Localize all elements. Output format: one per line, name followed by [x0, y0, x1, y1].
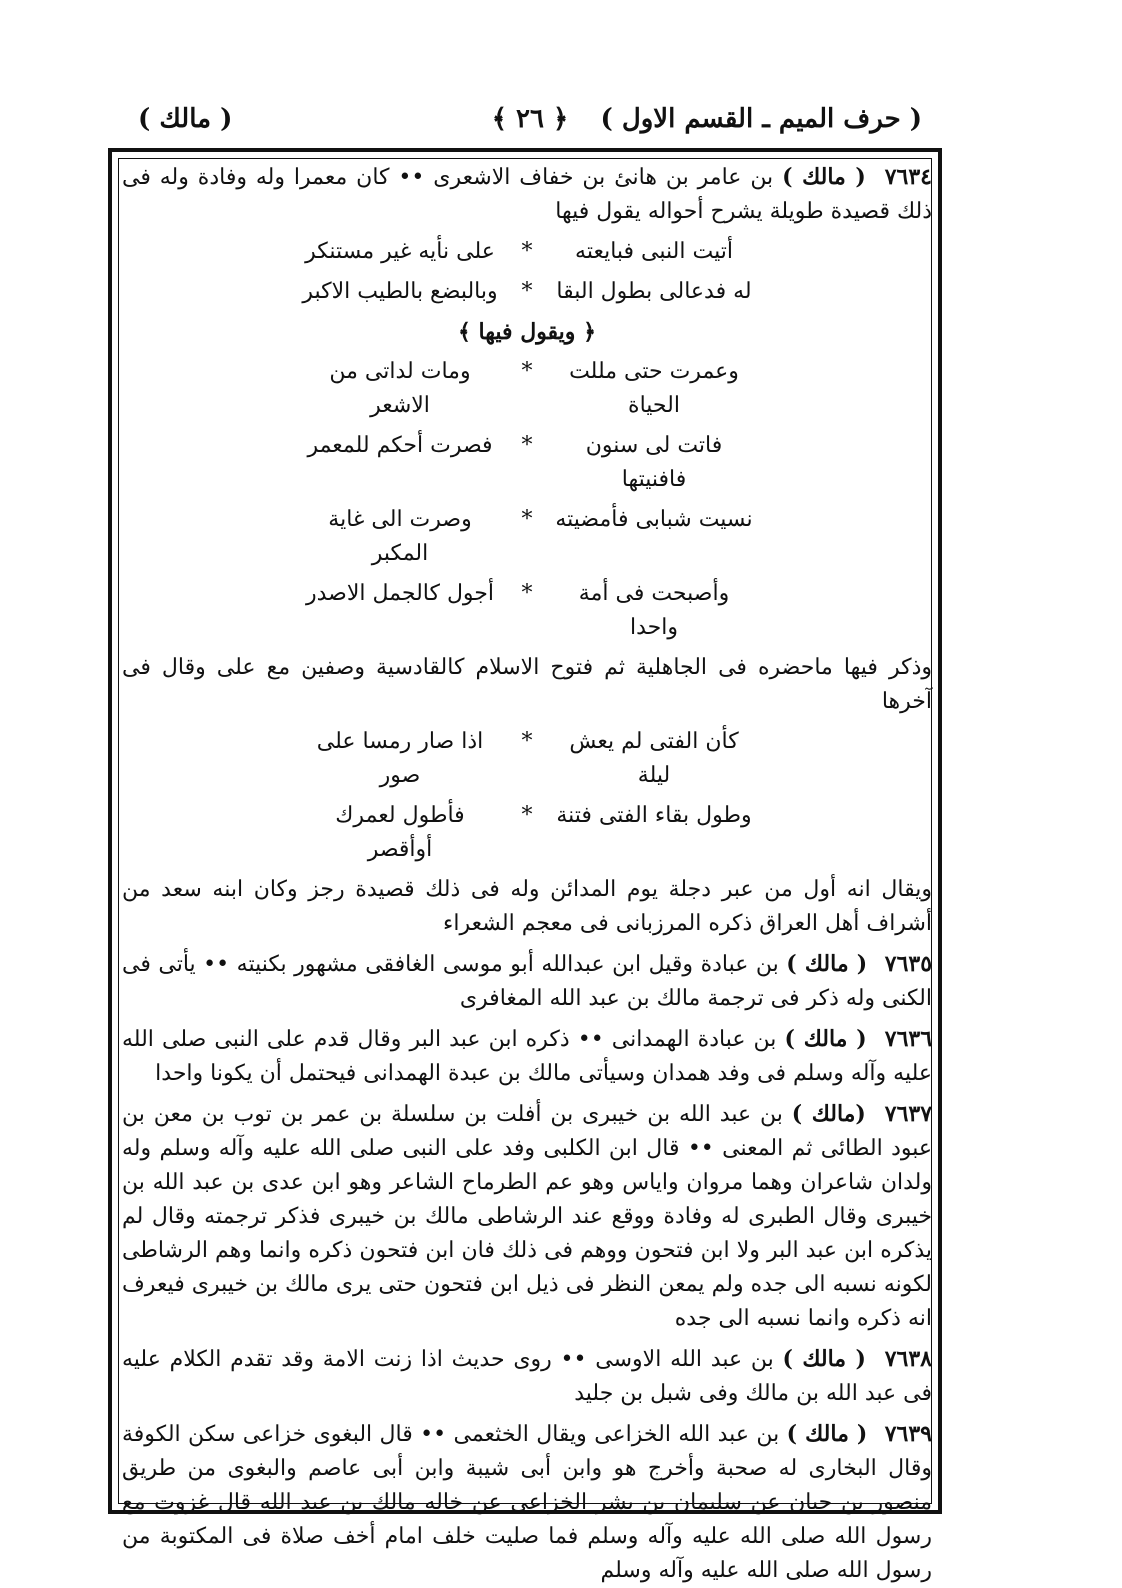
- entry-number: ٧٦٣٦: [884, 1026, 933, 1052]
- entry-7634: [122, 160, 932, 229]
- verse-line: [122, 577, 932, 645]
- verse-second-half: وبالبضع بالطيب الاكبر: [302, 279, 498, 304]
- verse-second-half: أجول كالجمل الاصدر: [305, 581, 495, 606]
- entry-name: ( مالك ): [782, 1346, 866, 1372]
- verse-second-half: اذا صار رمسا على صور: [316, 729, 484, 788]
- section-title: ( حرف الميم ـ القسم الاول ): [600, 104, 922, 134]
- verse-separator: *: [521, 803, 533, 828]
- entry-text: بن عامر بن هانئ بن خفاف الاشعرى •• كان معمرا وله وفادة وله فى ذلك قصيدة طويلة يشرح أحواله يقول فيها: [122, 165, 932, 224]
- verse-line: [122, 355, 932, 423]
- entry-name: ( مالك ): [784, 1026, 867, 1052]
- verse-second-half: ومات لداتى من الاشعر: [329, 359, 471, 418]
- verse-separator: *: [521, 239, 533, 264]
- verse-second-half: وصرت الى غاية المكبر: [328, 507, 472, 566]
- verse-first-half: فاتت لى سنون فافنيتها: [585, 433, 723, 492]
- verse-separator: *: [521, 279, 533, 304]
- verse-first-half: له فدعالى بطول البقا: [556, 279, 752, 304]
- entry-7639: [122, 1417, 932, 1588]
- entry-number: ٧٦٣٨: [884, 1346, 932, 1372]
- verse-separator: *: [521, 729, 533, 754]
- entry-paragraph: وذكر فيها ماحضره فى الجاهلية ثم فتوح الاسلام كالقادسية وصفين مع على وقال فى آخرها: [122, 655, 932, 714]
- verse-separator: *: [521, 507, 533, 532]
- verse-subheading: ﴿ ويقول فيها ﴾: [458, 319, 596, 345]
- verse-first-half: نسيت شبابى فأمضيته: [555, 507, 753, 532]
- verse-separator: *: [521, 581, 533, 606]
- entry-number: ٧٦٣٧: [884, 1101, 933, 1127]
- entry-number: ٧٦٣٩: [884, 1421, 932, 1447]
- page-header: [120, 104, 940, 148]
- entry-paragraph: ويقال انه أول من عبر دجلة يوم المدائن وله فى ذلك قصيدة رجز وكان ابنه سعد من أشراف أهل العراق ذكره المرزبانى فى معجم الشعراء: [122, 877, 932, 936]
- entry-7635: [122, 947, 932, 1016]
- entry-7636: [122, 1022, 932, 1091]
- verse-first-half: كأن الفتى لم يعش ليلة: [569, 729, 739, 788]
- entry-text: بن عبادة الهمدانى •• ذكره ابن عبد البر وقال قدم على النبى صلى الله عليه وآله وسلم فى وفد همدان وسيأتى مالك بن عبدة الهمدانى فيحتمل أن يكونا واحدا: [122, 1027, 932, 1086]
- verse-second-half: فأطول لعمرك أوأقصر: [335, 803, 465, 862]
- entry-text: بن عبد الله الاوسى •• روى حديث اذا زنت الامة وقد تقدم الكلام عليه فى عبد الله بن مالك وفى شبل بن جليد: [122, 1347, 932, 1406]
- entry-number: ٧٦٣٥: [884, 951, 933, 977]
- entry-7638: [122, 1342, 932, 1411]
- entry-text: بن عبد الله الخزاعى ويقال الخثعمى •• قال البغوى خزاعى سكن الكوفة وقال البخارى له صحبة وأخرج هو وابن أبى شيبة وابن أبى عاصم والبغوى من طريق منصور بن حبان عن سليمان بن بشر الخزاعى عن خاله مالك بن عبد الله قال غزوت مع رسول الله صلى الله عليه وآله وسلم فما صليت خلف امام أخف صلاة فى المكتوبة من رسول الله صلى الله عليه وآله وسلم: [122, 1422, 932, 1583]
- entry-text: بن عبادة وقيل ابن عبدالله أبو موسى الغافقى مشهور بكنيته •• يأتى فى الكنى وله ذكر فى ترجمة مالك بن عبد الله المغافرى: [122, 952, 932, 1011]
- verse-first-half: وعمرت حتى مللت الحياة: [569, 359, 739, 418]
- verse-first-half: وطول بقاء الفتى فتنة: [556, 803, 752, 828]
- verse-separator: *: [521, 433, 533, 458]
- page-number: ﴿ ٢٦ ﴾: [491, 104, 569, 134]
- verse-line: [122, 429, 932, 497]
- verse-line: [122, 503, 932, 571]
- verse-first-half: أتيت النبى فبايعته: [575, 239, 733, 264]
- entry-name: ( مالك ): [786, 1421, 868, 1447]
- verse-line: [122, 799, 932, 867]
- entry-name: (مالك ): [791, 1101, 866, 1127]
- entry-name: ( مالك ): [782, 164, 866, 190]
- verse-second-half: فصرت أحكم للمعمر: [307, 433, 493, 458]
- entry-text: بن عبد الله بن خيبرى بن أفلت بن سلسلة بن عمر بن توب بن معن بن عبود الطائى ثم المعنى •• قال ابن الكلبى وفد على النبى صلى الله عليه وآله وسلم وله ولدان شاعران وهما مروان واياس وهو عم الطرماح الشاعر وهو ابن عدى بن عبد الله بن خيبرى وقال الطبرى له وفادة ووقع عند الرشاطى مالك بن خيبرى فذكر ترجمته وقال لم يذكره ابن عبد البر ولا ابن فتحون ووهم فى ذلك فان ابن فتحون ذكره وانما وهم الرشاطى لكونه نسبه الى جده ولم يمعن النظر فى ذيل ابن فتحون حتى يرى مالك بن خيبرى فيعرف انه ذكره وانما نسبه الى جده: [122, 1102, 932, 1331]
- page-body: [122, 160, 933, 1583]
- entry-number: ٧٦٣٤: [884, 164, 932, 190]
- verse-line: [122, 275, 932, 309]
- verse-first-half: وأصبحت فى أمة واحدا: [578, 581, 730, 640]
- running-head: ( مالك ): [138, 104, 233, 134]
- verse-line: [122, 725, 932, 793]
- entry-name: ( مالك ): [786, 951, 868, 977]
- verse-second-half: على نأيه غير مستنكر: [305, 239, 495, 264]
- verse-separator: *: [521, 359, 533, 384]
- entry-7637: [122, 1097, 932, 1336]
- verse-line: [122, 235, 932, 269]
